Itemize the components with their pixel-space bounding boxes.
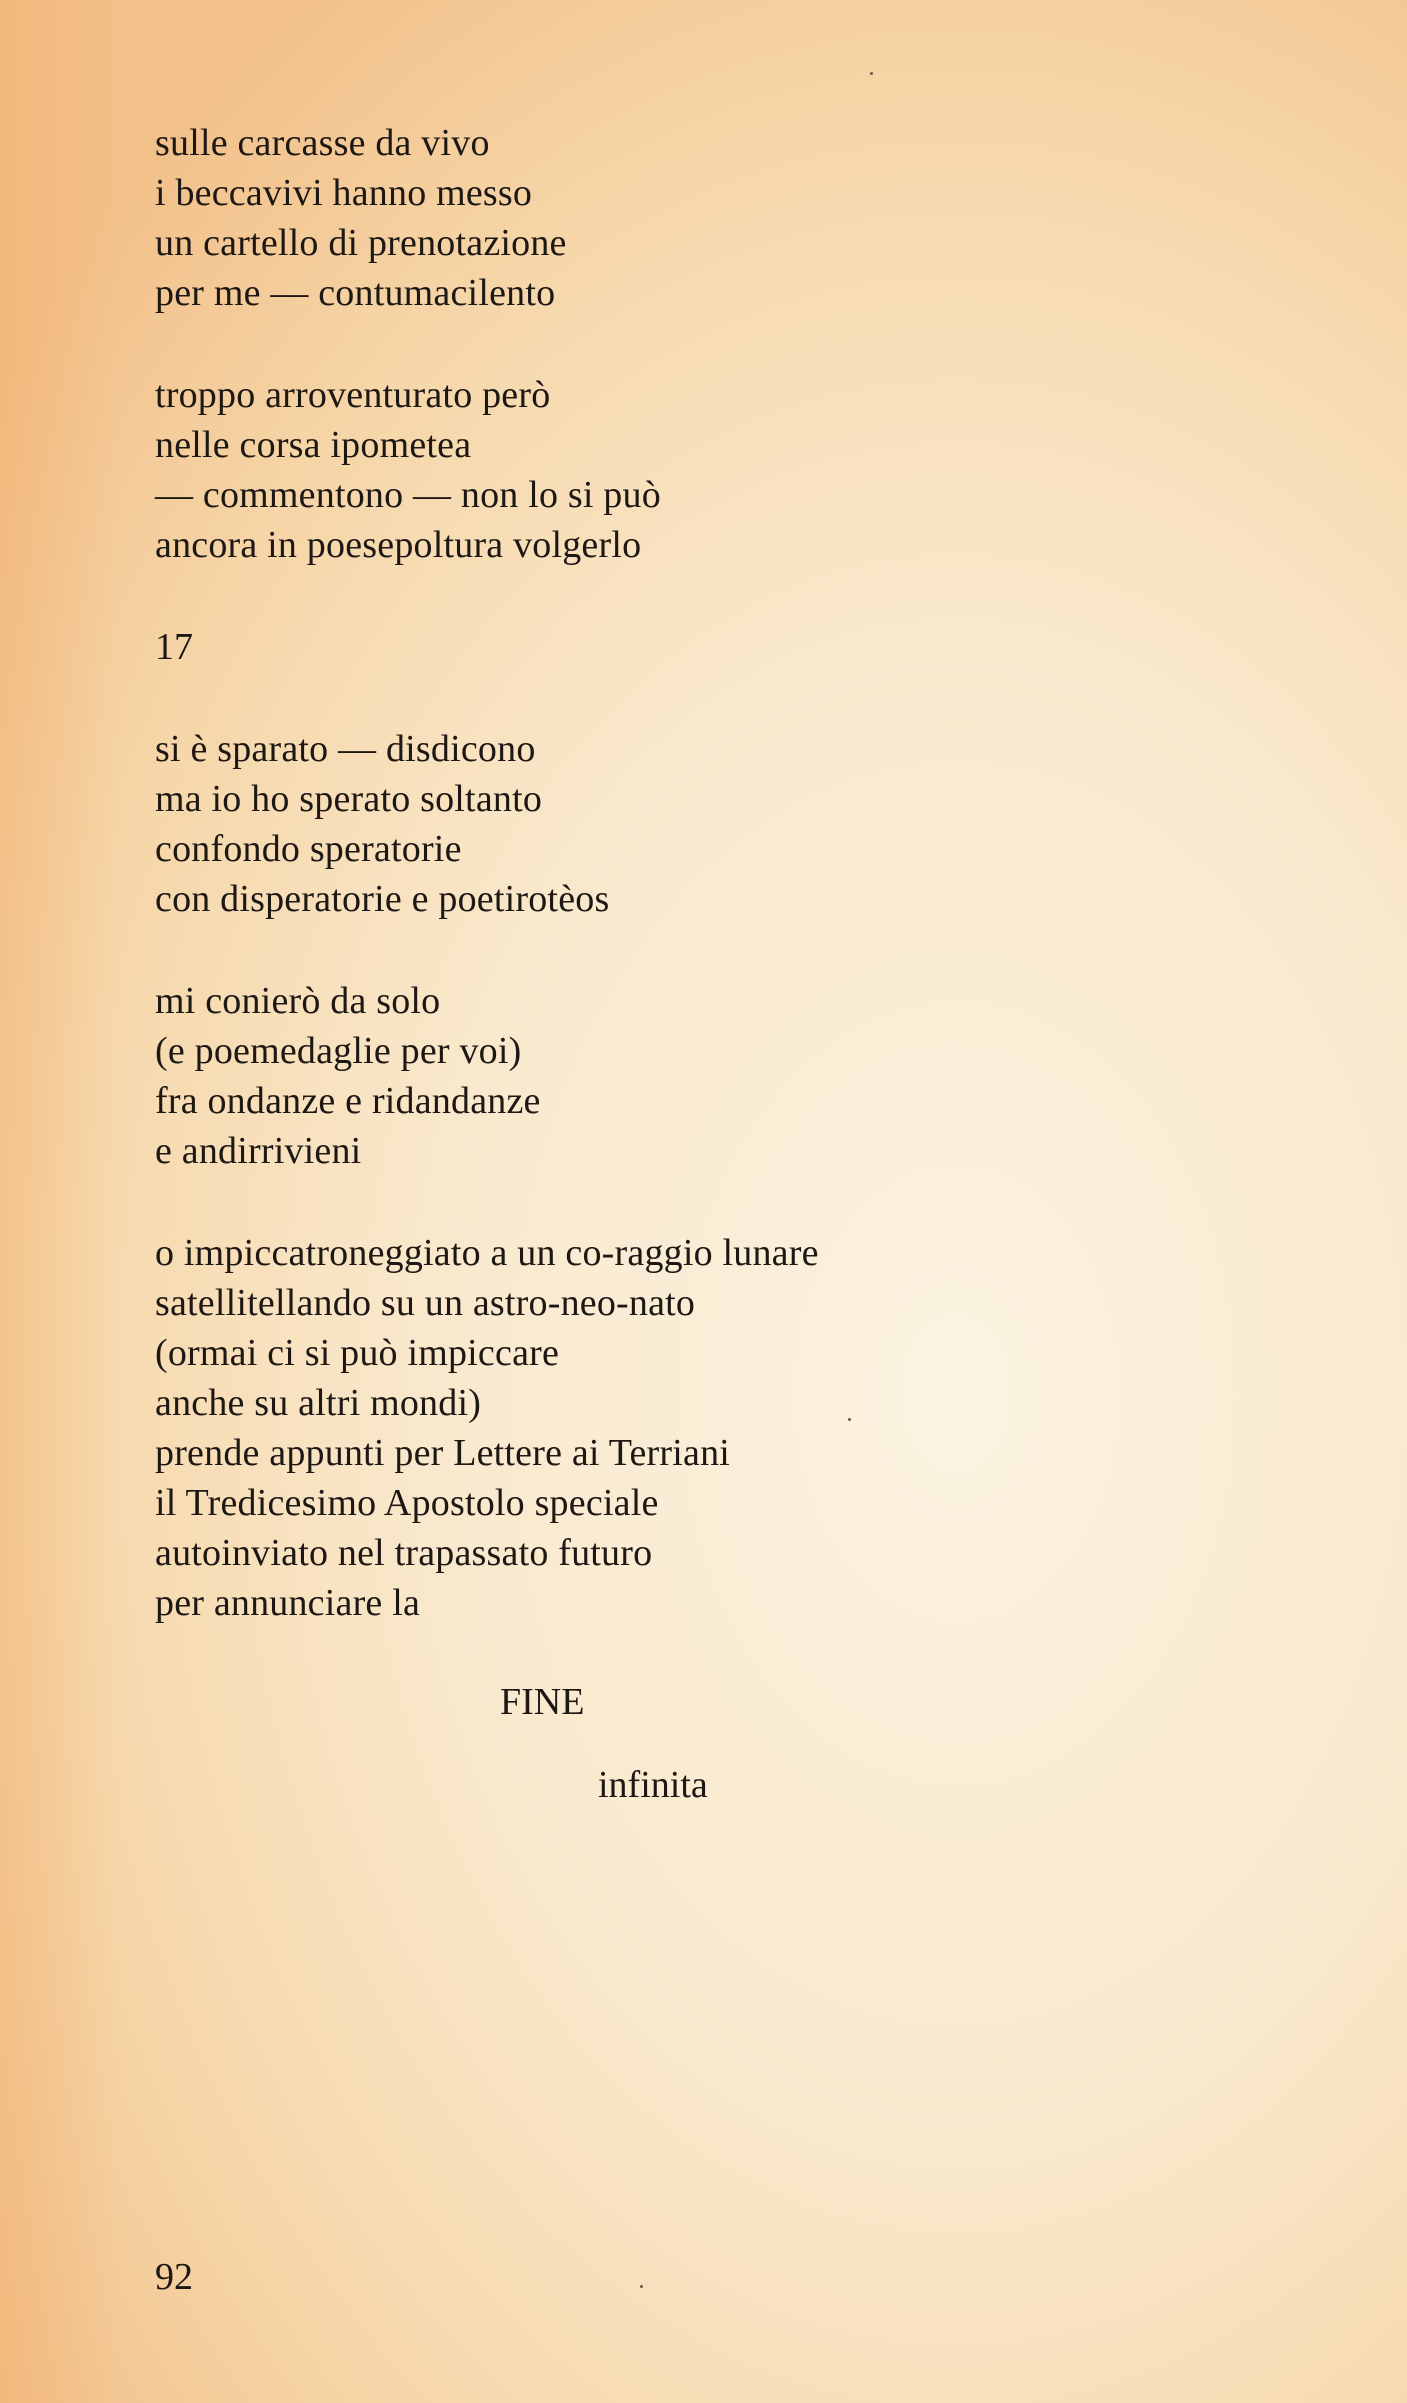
- paper-speck: [848, 1418, 851, 1421]
- poem-line: mi conierò da solo: [155, 980, 441, 1022]
- poem-line: per annunciare la: [155, 1582, 421, 1624]
- poem-line: ma io ho sperato soltanto: [155, 778, 543, 820]
- paper-speck: [640, 2285, 643, 2288]
- poem-line: satellitellando su un astro-neo-nato: [155, 1282, 696, 1324]
- poem-line: ancora in poesepoltura volgerlo: [155, 524, 642, 566]
- poem-line: si è sparato — disdicono: [155, 728, 536, 770]
- poem-line: anche su altri mondi): [155, 1382, 482, 1424]
- stanza-5: [155, 1228, 1305, 1628]
- poem-line: nelle corsa ipometea: [155, 424, 472, 466]
- page-edge-shading: [0, 0, 120, 2403]
- poem-line: con disperatorie e poetirotèos: [155, 878, 610, 920]
- section-number: 17: [155, 626, 193, 668]
- poem-line: sulle carcasse da vivo: [155, 122, 490, 164]
- stanza-3: [155, 724, 1305, 924]
- poem-line: confondo speratorie: [155, 828, 462, 870]
- poem-line: un cartello di prenotazione: [155, 222, 567, 264]
- poem-line: il Tredicesimo Apostolo speciale: [155, 1482, 659, 1524]
- poem-line: i beccavivi hanno messo: [155, 172, 533, 214]
- poem-line: fra ondanze e ridandanze: [155, 1080, 541, 1122]
- poem-line: (e poemedaglie per voi): [155, 1030, 522, 1072]
- poem-line: (ormai ci si può impiccare: [155, 1332, 560, 1374]
- poem-line: — commentono — non lo si può: [155, 474, 661, 516]
- poem-line: per me — contumacilento: [155, 272, 556, 314]
- stanza-4: [155, 976, 1305, 1176]
- stanza-2: [155, 370, 1305, 570]
- poem-line: o impiccatroneggiato a un co-raggio lunare: [155, 1232, 819, 1274]
- closing-word-fine: FINE: [500, 1681, 585, 1723]
- poem-line: autoinviato nel trapassato futuro: [155, 1532, 653, 1574]
- closing-word-infinita: infinita: [598, 1764, 708, 1806]
- poem-text: [155, 118, 1305, 1628]
- poem-line: e andirrivieni: [155, 1130, 362, 1172]
- paper-speck: [870, 72, 873, 75]
- poem-line: troppo arroventurato però: [155, 374, 551, 416]
- page-number: 92: [155, 2256, 193, 2298]
- stanza-1: [155, 118, 1305, 318]
- poem-line: prende appunti per Lettere ai Terriani: [155, 1432, 731, 1474]
